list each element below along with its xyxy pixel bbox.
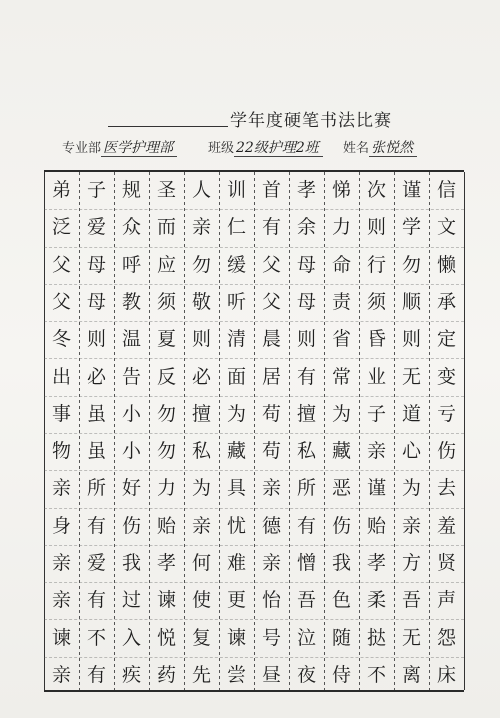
grid-character: 训: [226, 179, 246, 202]
grid-character: 母: [296, 290, 316, 313]
grid-character: 不: [86, 626, 106, 649]
grid-character: 去: [436, 477, 456, 500]
grid-character: 常: [331, 365, 351, 388]
grid-character: 谏: [156, 589, 176, 612]
grid-character: 物: [51, 440, 71, 463]
grid-character: 亲: [191, 216, 211, 239]
grid-character: 尝: [226, 663, 246, 686]
grid-character: 必: [86, 365, 106, 388]
grid-character: 勿: [191, 253, 211, 276]
grid-character: 懒: [436, 253, 456, 276]
grid-character: 反: [156, 365, 176, 388]
grid-character: 羞: [436, 514, 456, 537]
grid-character: 而: [156, 216, 176, 239]
grid-character: 贻: [156, 514, 176, 537]
name-field: [343, 137, 417, 157]
grid-character: 难: [226, 551, 246, 574]
name-value: 张悦然: [369, 140, 417, 157]
grid-character: 出: [51, 365, 71, 388]
grid-character: 人: [191, 179, 211, 202]
grid-character: 呼: [121, 253, 141, 276]
grid-character: 亲: [401, 514, 421, 537]
grid-character: 余: [296, 216, 316, 239]
grid-character: 承: [436, 290, 456, 313]
grid-character: 母: [86, 290, 106, 313]
grid-character: 母: [296, 253, 316, 276]
grid-character: 为: [191, 477, 211, 500]
grid-character: 父: [261, 253, 281, 276]
grid-character: 好: [121, 477, 141, 500]
grid-character: 侍: [331, 663, 351, 686]
grid-character: 业: [366, 365, 386, 388]
grid-character: 心: [401, 440, 421, 463]
page-title: 学年度硬笔书法比赛: [230, 111, 392, 131]
grid-character: 孝: [156, 551, 176, 574]
grid-character: 温: [121, 328, 141, 351]
grid-character: 首: [261, 179, 281, 202]
grid-character: 随: [331, 626, 351, 649]
grid-character: 亲: [51, 551, 71, 574]
grid-character: 德: [261, 514, 281, 537]
grid-character: 事: [51, 402, 71, 425]
grid-character: 昼: [261, 663, 281, 686]
grid-character: 亲: [366, 440, 386, 463]
grid-character: 使: [191, 589, 211, 612]
grid-character: 苟: [261, 402, 281, 425]
grid-character: 晨: [261, 328, 281, 351]
grid-character: 众: [121, 216, 141, 239]
grid-character: 亏: [436, 402, 456, 425]
major-field: [62, 137, 177, 157]
year-blank-line: [108, 126, 228, 127]
grid-character: 力: [331, 216, 351, 239]
grid-character: 变: [436, 365, 456, 388]
grid-character: 色: [331, 589, 351, 612]
grid-character: 床: [436, 663, 456, 686]
grid-character: 泣: [296, 626, 316, 649]
grid-character: 谏: [226, 626, 246, 649]
grid-character: 药: [156, 663, 176, 686]
grid-character: 私: [296, 440, 316, 463]
grid-character: 孝: [366, 551, 386, 574]
grid-character: 告: [121, 365, 141, 388]
grid-character: 道: [401, 402, 421, 425]
grid-character: 省: [331, 328, 351, 351]
major-label: 专业部: [62, 141, 102, 156]
grid-character: 学: [401, 216, 421, 239]
grid-character: 须: [366, 290, 386, 313]
grid-character: 责: [331, 290, 351, 313]
grid-character: 次: [366, 179, 386, 202]
grid-character: 悌: [331, 179, 351, 202]
grid-character: 须: [156, 290, 176, 313]
grid-character: 柔: [366, 589, 386, 612]
class-value: 22级护理2班: [234, 140, 323, 157]
calligraphy-grid: [44, 170, 464, 692]
grid-character: 藏: [331, 440, 351, 463]
grid-character: 则: [401, 328, 421, 351]
grid-character: 夏: [156, 328, 176, 351]
grid-character: 应: [156, 253, 176, 276]
grid-character: 泛: [51, 216, 71, 239]
grid-character: 擅: [296, 402, 316, 425]
grid-character: 父: [261, 290, 281, 313]
class-field: [208, 137, 323, 157]
grid-character: 有: [296, 514, 316, 537]
grid-character: 力: [156, 477, 176, 500]
grid-character: 怨: [436, 626, 456, 649]
grid-character: 规: [121, 179, 141, 202]
class-label: 班级: [208, 141, 235, 156]
grid-character: 有: [86, 589, 106, 612]
grid-character: 爱: [86, 216, 106, 239]
name-label: 姓名: [343, 141, 370, 156]
grid-character: 无: [401, 365, 421, 388]
grid-character: 亲: [191, 514, 211, 537]
grid-character: 号: [261, 626, 281, 649]
grid-character: 我: [121, 551, 141, 574]
grid-character: 行: [366, 253, 386, 276]
grid-character: 恶: [331, 477, 351, 500]
grid-character: 父: [51, 290, 71, 313]
grid-character: 父: [51, 253, 71, 276]
grid-character: 所: [296, 477, 316, 500]
grid-character: 何: [191, 551, 211, 574]
grid-character: 面: [226, 365, 246, 388]
grid-character: 为: [401, 477, 421, 500]
grid-character: 方: [401, 551, 421, 574]
grid-character: 吾: [401, 589, 421, 612]
grid-character: 复: [191, 626, 211, 649]
grid-character: 弟: [51, 179, 71, 202]
grid-character: 命: [331, 253, 351, 276]
grid-character: 忧: [226, 514, 246, 537]
grid-character: 更: [226, 589, 246, 612]
column-divider: [464, 172, 465, 690]
grid-character: 身: [51, 514, 71, 537]
grid-character: 悦: [156, 626, 176, 649]
grid-character: 小: [121, 440, 141, 463]
grid-character: 顺: [401, 290, 421, 313]
grid-character: 信: [436, 179, 456, 202]
grid-character: 谨: [366, 477, 386, 500]
grid-character: 夜: [296, 663, 316, 686]
grid-character: 亲: [51, 589, 71, 612]
grid-character: 吾: [296, 589, 316, 612]
grid-character: 子: [366, 402, 386, 425]
grid-character: 孝: [296, 179, 316, 202]
grid-character: 昏: [366, 328, 386, 351]
grid-character: 则: [366, 216, 386, 239]
grid-character: 圣: [156, 179, 176, 202]
grid-character: 谏: [51, 626, 71, 649]
grid-character: 仁: [226, 216, 246, 239]
grid-character: 谨: [401, 179, 421, 202]
grid-character: 教: [121, 290, 141, 313]
grid-character: 伤: [331, 514, 351, 537]
grid-character: 藏: [226, 440, 246, 463]
grid-character: 文: [436, 216, 456, 239]
grid-character: 清: [226, 328, 246, 351]
grid-character: 则: [191, 328, 211, 351]
grid-character: 过: [121, 589, 141, 612]
grid-character: 不: [366, 663, 386, 686]
grid-character: 勿: [156, 440, 176, 463]
grid-character: 则: [86, 328, 106, 351]
grid-character: 挞: [366, 626, 386, 649]
grid-character: 具: [226, 477, 246, 500]
grid-character: 虽: [86, 402, 106, 425]
grid-character: 亲: [261, 477, 281, 500]
grid-character: 私: [191, 440, 211, 463]
grid-character: 入: [121, 626, 141, 649]
grid-character: 离: [401, 663, 421, 686]
grid-character: 亲: [51, 477, 71, 500]
grid-character: 擅: [191, 402, 211, 425]
grid-character: 有: [261, 216, 281, 239]
grid-character: 虽: [86, 440, 106, 463]
grid-character: 冬: [51, 328, 71, 351]
grid-character: 亲: [261, 551, 281, 574]
grid-character: 小: [121, 402, 141, 425]
major-value: 医学护理部: [101, 140, 177, 157]
grid-character: 亲: [51, 663, 71, 686]
grid-character: 勿: [156, 402, 176, 425]
grid-character: 母: [86, 253, 106, 276]
grid-character: 无: [401, 626, 421, 649]
grid-character: 为: [331, 402, 351, 425]
grid-character: 有: [296, 365, 316, 388]
grid-character: 伤: [121, 514, 141, 537]
grid-character: 勿: [401, 253, 421, 276]
grid-character: 贤: [436, 551, 456, 574]
grid-character: 缓: [226, 253, 246, 276]
grid-character: 我: [331, 551, 351, 574]
grid-character: 子: [86, 179, 106, 202]
grid-character: 声: [436, 589, 456, 612]
grid-character: 敬: [191, 290, 211, 313]
grid-character: 苟: [261, 440, 281, 463]
grid-character: 所: [86, 477, 106, 500]
grid-character: 听: [226, 290, 246, 313]
grid-character: 先: [191, 663, 211, 686]
grid-character: 憎: [296, 551, 316, 574]
grid-character: 必: [191, 365, 211, 388]
grid-character: 为: [226, 402, 246, 425]
grid-character: 有: [86, 514, 106, 537]
grid-character: 伤: [436, 440, 456, 463]
grid-character: 则: [296, 328, 316, 351]
grid-character: 有: [86, 663, 106, 686]
grid-character: 疾: [121, 663, 141, 686]
grid-character: 定: [436, 328, 456, 351]
grid-character: 爱: [86, 551, 106, 574]
grid-character: 居: [261, 365, 281, 388]
grid-character: 怡: [261, 589, 281, 612]
grid-character: 贻: [366, 514, 386, 537]
